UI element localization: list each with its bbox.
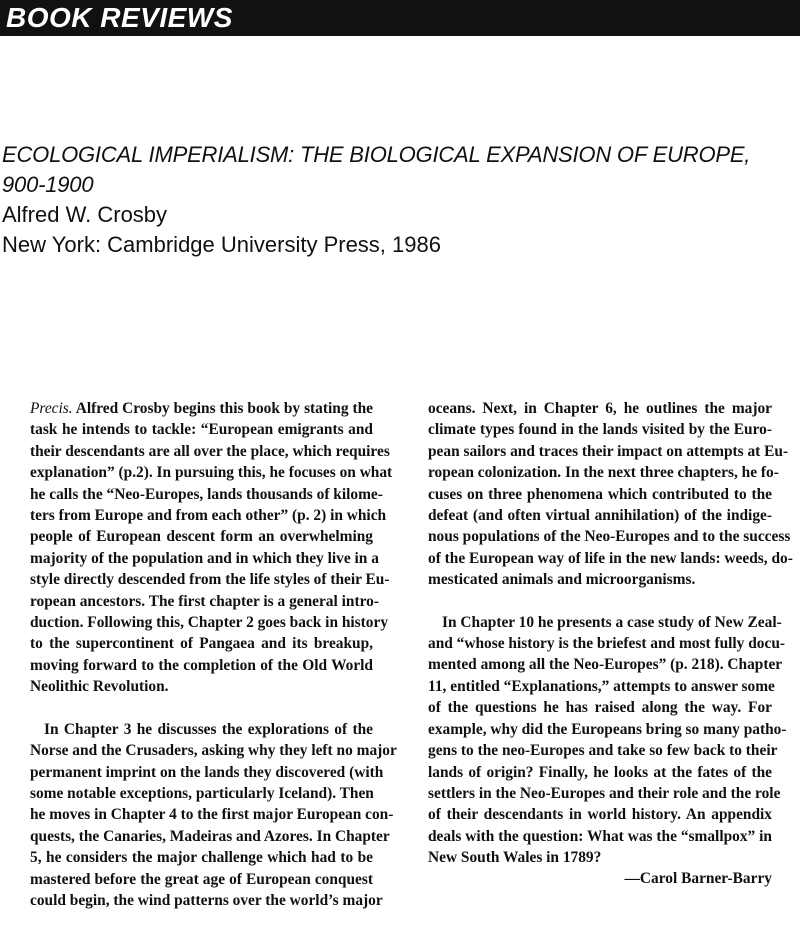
text-line: and “whose history is the briefest and most fully docu- [428, 635, 785, 653]
text-line: ropean ancestors. The first chapter is a general intro- [30, 592, 379, 610]
book-author: Alfred W. Crosby [2, 202, 168, 227]
text-line [30, 398, 373, 419]
text-line: 5, he considers the major challenge which had to be [30, 849, 373, 867]
text-line: In Chapter 3 he discusses the explorations of the [44, 720, 373, 738]
text-line: task he intends to tackle: “European emigrants and [30, 421, 373, 439]
text-line: he calls the “Neo-Europes, lands thousands of kilome- [30, 485, 383, 503]
text-line: some notable exceptions, particularly Iceland). Then [30, 784, 374, 802]
text-line: gens to the neo-Europes and take so few back to their [428, 742, 778, 760]
text-line: defeat (and often virtual annihilation) of the indige- [428, 507, 772, 525]
text-line: Neolithic Revolution. [30, 678, 169, 696]
book-title-line-1: ECOLOGICAL IMPERIALISM: THE BIOLOGICAL EXPANSION OF EUROPE, [2, 142, 751, 167]
text-line: majority of the population and in which they live in a [30, 549, 379, 567]
text-line: to the supercontinent of Pangaea and its breakup, [30, 635, 373, 653]
text-line: people of European descent form an overwhelming [30, 528, 373, 546]
text-line: moving forward to the completion of the Old World [30, 656, 373, 674]
text-line: permanent imprint on the lands they discovered (with [30, 763, 384, 781]
text-line: style directly descended from the life styles of their Eu- [30, 571, 390, 589]
book-title-line-2: 900-1900 [2, 172, 94, 197]
text-line: of their descendants in world history. An appendix [428, 806, 772, 824]
review-paragraph-2 [30, 719, 397, 912]
section-header-bar [0, 0, 800, 36]
review-right-column [428, 398, 793, 890]
text-line: cuses on three phenomena which contributed to the [428, 485, 772, 503]
text-line: oceans. Next, in Chapter 6, he outlines the major [428, 400, 772, 417]
text-line: Norse and the Crusaders, asking why they left no major [30, 742, 397, 760]
text-line: mesticated animals and microorganisms. [428, 571, 696, 589]
text-line: deals with the question: What was the “smallpox” in [428, 827, 772, 845]
book-title [0, 140, 800, 200]
text-line: settlers in the Neo-Europes and their role and the role [428, 784, 781, 802]
text-line: ters from Europe and from each other” (p. 2) in which [30, 507, 387, 525]
review-paragraph-1 [30, 398, 393, 698]
text-line: ropean colonization. In the next three chapters, he fo- [428, 464, 779, 482]
review-paragraph-3 [428, 398, 793, 591]
text-line: of the European way of life in the new lands: weeds, do- [428, 549, 793, 567]
book-publisher: New York: Cambridge University Press, 1986 [2, 232, 441, 257]
text-line: lands of origin? Finally, he looks at the fates of the [428, 763, 772, 781]
text-line: In Chapter 10 he presents a case study of New Zeal- [442, 613, 782, 631]
book-citation [0, 140, 800, 260]
text-line: New South Wales in 1789? [428, 849, 602, 867]
text-line: example, why did the Europeans bring so many patho- [428, 720, 787, 738]
text-line: of the questions he has raised along the way. For [428, 699, 772, 717]
text-line: quests, the Canaries, Madeiras and Azores. In Chapter [30, 827, 390, 845]
text-line: could begin, the wind patterns over the world’s major [30, 891, 383, 909]
reviewer-signature: —Carol Barner-Barry [624, 870, 772, 887]
precis-label: Precis. [30, 400, 73, 417]
text-line: duction. Following this, Chapter 2 goes back in history [30, 614, 389, 632]
review-left-column [30, 398, 397, 932]
text-line-rest: Alfred Crosby begins this book by stating the [72, 400, 373, 417]
section-title: BOOK REVIEWS [6, 2, 233, 33]
text-line: he moves in Chapter 4 to the first major European con- [30, 806, 394, 824]
text-line: climate types found in the lands visited by the Euro- [428, 421, 772, 439]
text-line: their descendants are all over the place, which requires [30, 442, 390, 460]
review-paragraph-4 [428, 612, 787, 869]
text-line: explanation” (p.2). In pursuing this, he focuses on what [30, 464, 393, 482]
text-line: 11, entitled “Explanations,” attempts to answer some [428, 677, 775, 695]
text-line: nous populations of the Neo-Europes and to the success [428, 528, 791, 546]
text-line: pean sailors and traces their impact on attempts at Eu- [428, 442, 789, 460]
text-line: mented among all the Neo-Europes” (p. 218). Chapter [428, 656, 783, 674]
text-line: mastered before the great age of European conquest [30, 870, 373, 888]
